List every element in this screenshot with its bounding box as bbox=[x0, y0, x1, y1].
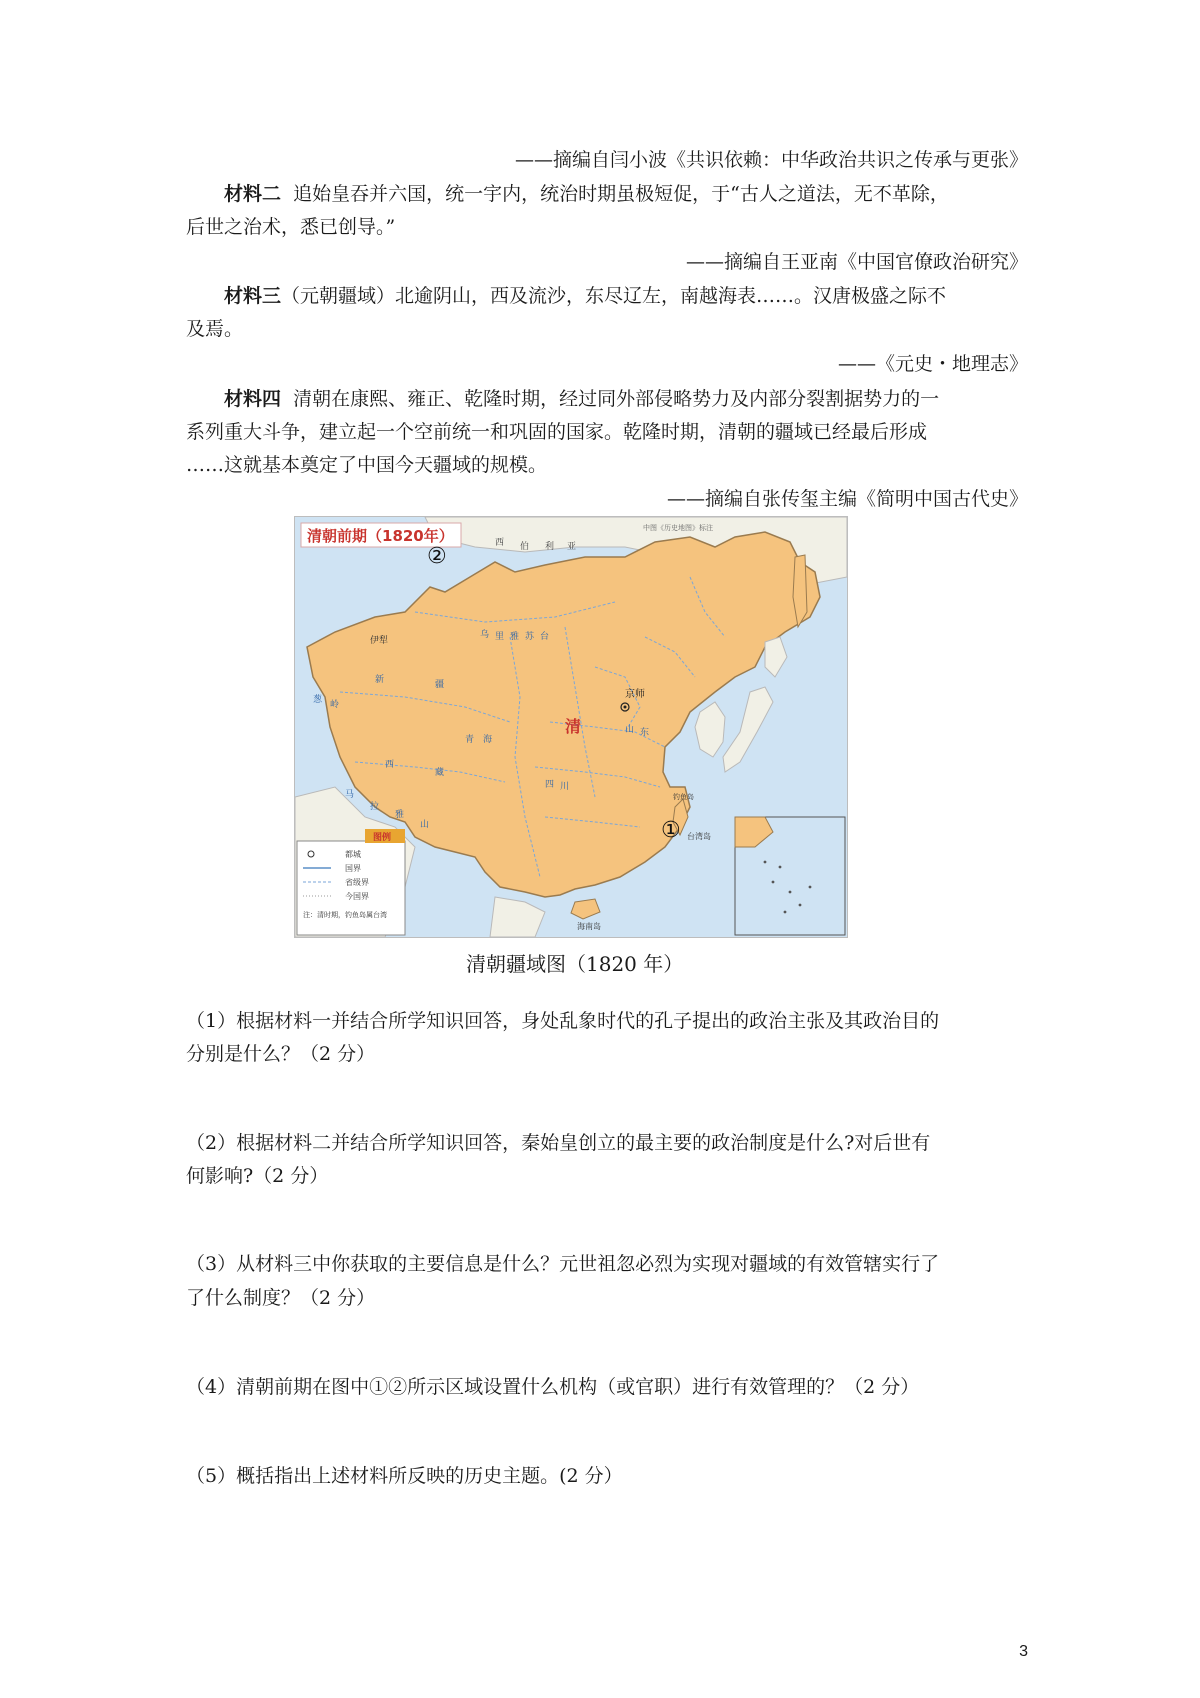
label-wu: 乌 bbox=[480, 630, 490, 640]
label-xi: 西 bbox=[495, 538, 505, 548]
map-svg bbox=[295, 517, 847, 937]
label-ma: 马 bbox=[345, 790, 355, 800]
question-3-line1: （3）从材料三中你获取的主要信息是什么？元世祖忽必烈为实现对疆域的有效管辖实行了 bbox=[186, 1253, 940, 1275]
label-xi2: 西 bbox=[385, 760, 395, 770]
label-shan2: 山 bbox=[625, 725, 635, 735]
material3-source: ——《元史・地理志》 bbox=[837, 353, 1028, 375]
legend-note: 注：清时期，钓鱼岛属台湾 bbox=[303, 911, 387, 919]
qing-territory-map bbox=[294, 516, 848, 938]
label-yili: 伊犁 bbox=[370, 636, 389, 646]
marker-1: ① bbox=[661, 818, 681, 843]
label-tai: 台 bbox=[540, 632, 550, 642]
material3-text-1: （元朝疆域）北逾阴山，西及流沙，东尽辽左，南越海表……。汉唐极盛之际不 bbox=[281, 285, 947, 307]
legend-item-modern-border: 今国界 bbox=[345, 892, 369, 901]
legend-badge: 图例 bbox=[373, 833, 392, 843]
legend-item-border: 国界 bbox=[345, 864, 361, 873]
legend-item-capital: 都城 bbox=[345, 850, 361, 859]
label-ya3: 雅 bbox=[395, 810, 405, 820]
material4-text-1: 清朝在康熙、雍正、乾隆时期，经过同外部侵略势力及内部分裂割据势力的一 bbox=[293, 388, 940, 410]
label-la: 拉 bbox=[370, 802, 380, 812]
material2-source: ——摘编自王亚南《中国官僚政治研究》 bbox=[685, 251, 1028, 273]
question-2-line1: （2）根据材料二并结合所学知识回答，秦始皇创立的最主要的政治制度是什么?对后世有 bbox=[186, 1132, 931, 1154]
question-1-line2: 分别是什么？（2 分） bbox=[186, 1043, 376, 1065]
question-3-line2: 了什么制度？（2 分） bbox=[186, 1287, 376, 1309]
label-cong: 葱 bbox=[313, 695, 323, 705]
label-hai: 海 bbox=[483, 735, 493, 745]
label-ya2: 雅 bbox=[510, 632, 520, 642]
material4-line2: 系列重大斗争，建立起一个空前统一和巩固的国家。乾隆时期，清朝的疆域已经最后形成 bbox=[186, 421, 928, 443]
material4-line3: ……这就基本奠定了中国今天疆域的规模。 bbox=[186, 454, 548, 476]
material4-label: 材料四 bbox=[224, 388, 282, 410]
question-2-line2: 何影响?（2 分） bbox=[186, 1165, 329, 1187]
material2-line1 bbox=[224, 180, 949, 208]
label-si: 四 bbox=[545, 780, 555, 790]
label-ya: 亚 bbox=[567, 542, 577, 552]
material2-label: 材料二 bbox=[224, 183, 282, 205]
label-hainan: 海南岛 bbox=[577, 922, 601, 931]
map-publisher: 中图《历史地图》标注 bbox=[643, 524, 713, 532]
map-title: 清朝前期（1820年） bbox=[307, 527, 454, 545]
legend-item-province: 省级界 bbox=[345, 878, 369, 887]
material1-source: ——摘编自闫小波《共识依赖：中华政治共识之传承与更张》 bbox=[514, 149, 1028, 171]
label-dong: 东 bbox=[640, 728, 650, 738]
label-jiang: 疆 bbox=[435, 680, 445, 690]
label-ling: 岭 bbox=[330, 700, 340, 710]
label-taiwan: 台湾岛 bbox=[687, 832, 711, 841]
marker-2: ② bbox=[427, 544, 447, 569]
label-li2: 里 bbox=[495, 632, 505, 642]
question-5: （5）概括指出上述材料所反映的历史主题。(2 分） bbox=[186, 1465, 623, 1487]
map-caption: 清朝疆域图（1820 年） bbox=[466, 952, 684, 976]
label-bo: 伯 bbox=[520, 542, 530, 552]
question-1-line1: （1）根据材料一并结合所学知识回答，身处乱象时代的孔子提出的政治主张及其政治目的 bbox=[186, 1010, 940, 1032]
label-diaoyu: 钓鱼岛 bbox=[673, 793, 694, 801]
label-xin: 新 bbox=[375, 675, 385, 685]
label-zang: 藏 bbox=[435, 768, 445, 778]
material3-line2: 及焉。 bbox=[186, 318, 244, 340]
page-number: 3 bbox=[1019, 1643, 1028, 1660]
material4-source: ——摘编自张传玺主编《简明中国古代史》 bbox=[666, 488, 1028, 510]
material3-label: 材料三 bbox=[224, 285, 282, 307]
material2-line2: 后世之治术，悉已创导。” bbox=[186, 216, 396, 238]
label-qing-dynasty: 清 bbox=[565, 717, 582, 736]
label-qing: 青 bbox=[465, 735, 475, 745]
label-li: 利 bbox=[545, 542, 555, 552]
label-chuan: 川 bbox=[560, 782, 570, 792]
label-jingshi: 京师 bbox=[625, 689, 645, 700]
material2-text-1: 追始皇吞并六国，统一宇内，统治时期虽极短促，于“古人之道法，无不革除， bbox=[293, 183, 949, 205]
label-su: 苏 bbox=[525, 632, 535, 642]
question-4: （4）清朝前期在图中①②所示区域设置什么机构（或官职）进行有效管理的？（2 分） bbox=[186, 1376, 920, 1398]
capital-dot-icon bbox=[624, 706, 627, 709]
label-shan: 山 bbox=[420, 820, 430, 830]
material3-line1 bbox=[224, 282, 946, 310]
material4-line1 bbox=[224, 385, 939, 413]
